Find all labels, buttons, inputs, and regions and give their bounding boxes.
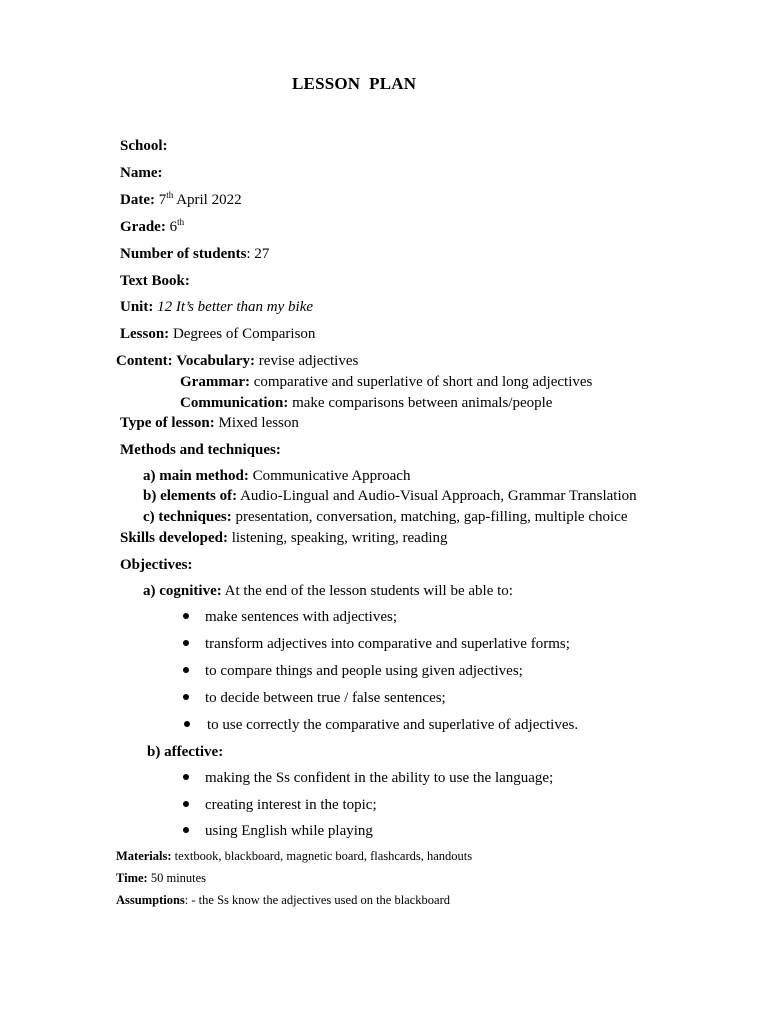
unit-label: Unit: — [120, 299, 154, 315]
students-value: : 27 — [246, 246, 270, 262]
methods-heading — [120, 441, 281, 459]
affective-heading — [147, 743, 223, 761]
communication-value: make comparisons between animals/people — [292, 395, 553, 411]
skills-value: listening, speaking, writing, reading — [231, 530, 448, 546]
school-field — [120, 137, 168, 155]
materials-field — [116, 849, 472, 864]
type-of-lesson-label: Type of lesson: — [120, 415, 215, 431]
bullet-icon — [183, 640, 189, 646]
main-method-label: a) main method: — [143, 468, 249, 484]
type-of-lesson-value: Mixed lesson — [218, 415, 299, 431]
list-item: making the Ss confident in the ability to use the language; — [205, 770, 554, 786]
lesson-label: Lesson: — [120, 326, 170, 342]
assumptions-value: : - the Ss know the adjectives used on the blackboard — [184, 893, 450, 907]
date-rest: April 2022 — [176, 192, 242, 208]
main-method — [143, 467, 410, 485]
cognitive-label: a) cognitive: — [143, 583, 222, 599]
skills-field — [120, 529, 447, 547]
methods-label: Methods and techniques: — [120, 442, 281, 458]
date-suffix: th — [166, 190, 174, 200]
skills-label: Skills developed: — [120, 530, 228, 546]
grade-field — [120, 218, 184, 236]
elements-value: Audio-Lingual and Audio-Visual Approach, Grammar Translation — [240, 488, 637, 504]
date-day: 7 — [158, 192, 167, 208]
content-label: Content: — [116, 353, 173, 369]
vocabulary-label: Vocabulary: — [176, 353, 256, 369]
techniques — [143, 508, 627, 526]
textbook-field — [120, 272, 190, 290]
bullet-icon — [183, 827, 189, 833]
communication-label: Communication: — [180, 395, 289, 411]
content-vocabulary — [116, 352, 358, 370]
time-value: 50 minutes — [150, 871, 207, 885]
unit-value: 12 It’s better than my bike — [157, 299, 314, 315]
content-grammar — [180, 373, 592, 391]
bullet-icon — [183, 801, 189, 807]
affective-label: b) affective: — [147, 744, 224, 760]
school-label: School: — [120, 138, 168, 154]
bullet-icon — [183, 694, 189, 700]
bullet-icon — [183, 613, 189, 619]
content-communication — [180, 394, 552, 412]
vocabulary-value: revise adjectives — [258, 353, 359, 369]
bullet-icon — [184, 721, 190, 727]
techniques-label: c) techniques: — [143, 509, 232, 525]
list-item: to compare things and people using given adjectives; — [205, 663, 523, 679]
list-item: using English while playing — [205, 823, 373, 839]
grade-value: 6 — [169, 219, 178, 235]
type-of-lesson-field — [120, 414, 299, 432]
elements-of — [143, 487, 637, 505]
lesson-value: Degrees of Comparison — [172, 326, 316, 342]
assumptions-label: Assumptions — [116, 893, 185, 907]
date-field — [120, 191, 242, 209]
materials-value: textbook, blackboard, magnetic board, flashcards, handouts — [174, 849, 473, 863]
name-field — [120, 164, 162, 182]
list-item: creating interest in the topic; — [205, 797, 377, 813]
lesson-field — [120, 325, 315, 343]
students-label: Number of students — [120, 246, 247, 262]
cognitive-objectives — [143, 582, 513, 600]
list-item: to decide between true / false sentences; — [205, 690, 446, 706]
cognitive-intro: At the end of the lesson students will be able to: — [224, 583, 513, 599]
grammar-label: Grammar: — [180, 374, 250, 390]
main-method-value: Communicative Approach — [252, 468, 411, 484]
grade-suffix: th — [177, 217, 185, 227]
list-item: to use correctly the comparative and superlative of adjectives. — [207, 717, 579, 733]
textbook-label: Text Book: — [120, 273, 190, 289]
list-item: transform adjectives into comparative and superlative forms; — [205, 636, 570, 652]
name-label: Name: — [120, 165, 163, 181]
students-field — [120, 245, 269, 263]
bullet-icon — [183, 774, 189, 780]
grammar-value: comparative and superlative of short and long adjectives — [253, 374, 593, 390]
page-title: LESSON PLAN — [292, 74, 417, 93]
materials-label: Materials: — [116, 849, 172, 863]
bullet-icon — [183, 667, 189, 673]
objectives-heading — [120, 556, 192, 574]
date-label: Date: — [120, 192, 155, 208]
objectives-label: Objectives: — [120, 557, 193, 573]
time-label: Time: — [116, 871, 148, 885]
elements-label: b) elements of: — [143, 488, 238, 504]
assumptions-field — [116, 893, 450, 908]
list-item: make sentences with adjectives; — [205, 609, 398, 625]
techniques-value: presentation, conversation, matching, gap-filling, multiple choice — [235, 509, 628, 525]
grade-label: Grade: — [120, 219, 166, 235]
time-field — [116, 871, 206, 886]
unit-field — [120, 298, 313, 316]
